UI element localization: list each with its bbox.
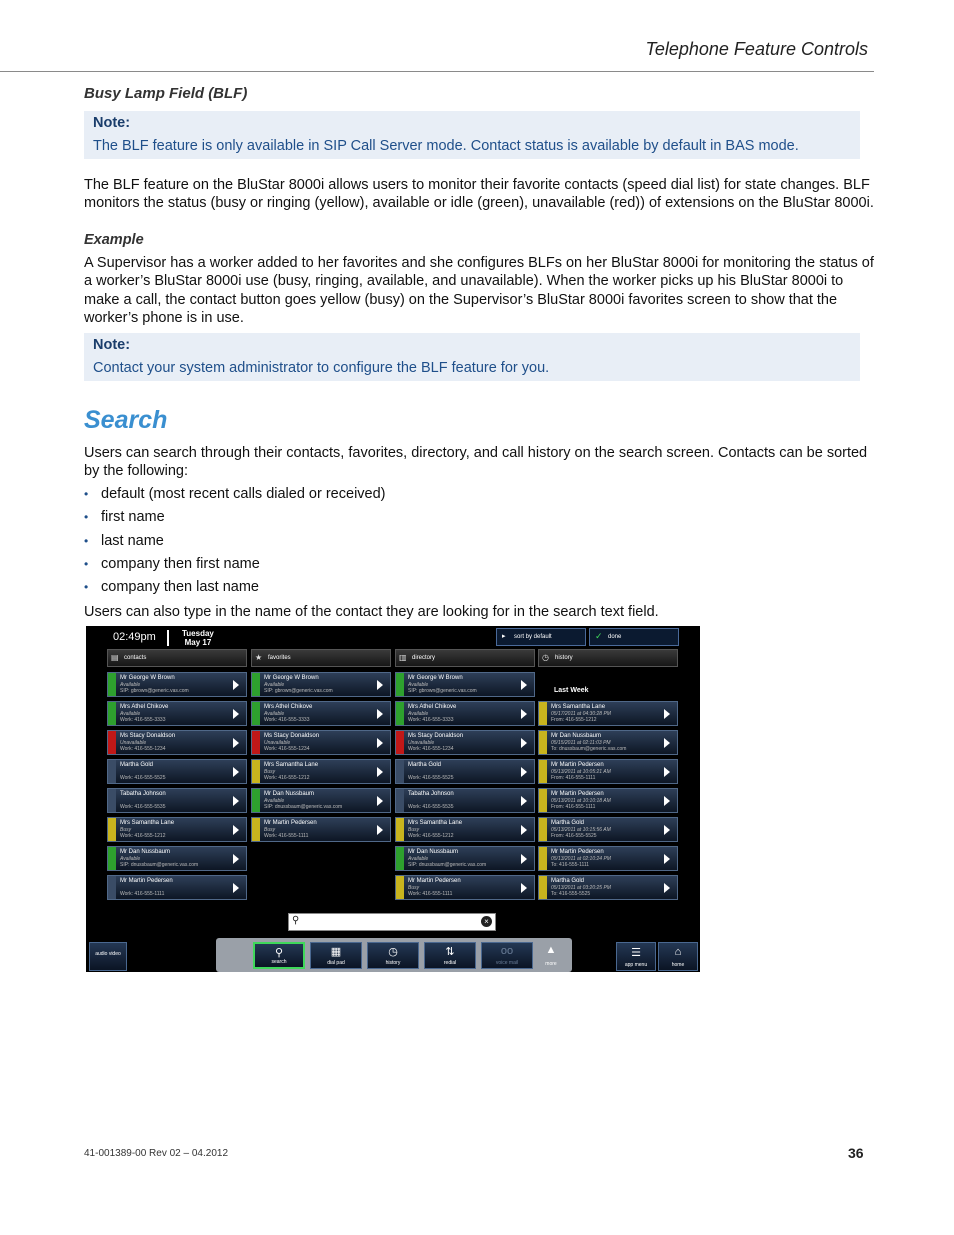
contact-status: 05/13/2011 at 10:10:18 AM xyxy=(551,798,611,804)
play-icon: ▸ xyxy=(502,633,506,640)
status-strip xyxy=(539,818,547,841)
search-intro: Users can search through their contacts, favorites, directory, and call history on the search screen. Contacts can be sorted by the following: xyxy=(84,445,868,480)
contact-card[interactable] xyxy=(107,730,247,755)
contact-detail: Work: 416-555-1234 xyxy=(120,746,166,752)
bullet-item: • first name xyxy=(84,509,165,525)
tab-history[interactable]: ◷ history xyxy=(538,649,678,667)
contact-name: Ms Stacy Donaldson xyxy=(408,733,464,739)
contact-detail: SIP: dnussbaum@generic.vas.com xyxy=(408,862,487,868)
status-strip xyxy=(252,673,260,696)
contact-card[interactable] xyxy=(251,817,391,842)
status-strip xyxy=(396,876,404,899)
search-icon: ⚲ xyxy=(292,915,300,926)
contact-detail: From: 416-555-5525 xyxy=(551,833,597,839)
status-strip xyxy=(396,702,404,725)
contact-name: Mrs Samantha Lane xyxy=(120,820,175,826)
contact-detail: SIP: dnussbaum@generic.vas.com xyxy=(264,804,343,810)
triangle-up-icon: ▲ xyxy=(545,944,557,956)
chevron-right-icon xyxy=(521,883,527,893)
status-strip xyxy=(252,731,260,754)
bullet-item: • company then last name xyxy=(84,579,259,595)
status-strip xyxy=(539,731,547,754)
note-text: The BLF feature is only available in SIP Call Server mode. Contact status is available by default in BAS mode. xyxy=(93,138,799,154)
page-header xyxy=(0,0,874,72)
contact-card[interactable] xyxy=(538,846,678,871)
sort-label: sort by default xyxy=(514,634,552,640)
divider xyxy=(167,630,169,646)
contact-card[interactable] xyxy=(107,759,247,784)
chevron-right-icon xyxy=(521,709,527,719)
note-box-1 xyxy=(84,111,860,159)
contact-card[interactable] xyxy=(395,788,535,813)
contact-status: Busy xyxy=(264,769,276,775)
contact-name: Mrs Samantha Lane xyxy=(551,704,606,710)
clear-icon[interactable]: × xyxy=(481,916,492,927)
chevron-right-icon xyxy=(377,796,383,806)
status-strip xyxy=(539,702,547,725)
contact-detail: To: dnussbaum@generic.vas.com xyxy=(551,746,627,752)
contact-card[interactable] xyxy=(538,759,678,784)
chevron-right-icon xyxy=(664,738,670,748)
contact-card[interactable] xyxy=(107,817,247,842)
contact-card[interactable] xyxy=(538,788,678,813)
status-strip xyxy=(396,673,404,696)
header-title: Telephone Feature Controls xyxy=(645,39,868,59)
contact-card[interactable] xyxy=(538,875,678,900)
contact-name: Mr Dan Nussbaum xyxy=(551,733,602,739)
status-strip xyxy=(396,760,404,783)
contact-detail: Work: 416-555-3333 xyxy=(120,717,166,723)
sort-button[interactable] xyxy=(496,628,586,646)
contact-detail: Work: 416-555-5525 xyxy=(408,775,454,781)
dock-more-button[interactable]: ▲ more xyxy=(534,942,568,969)
chevron-right-icon xyxy=(233,709,239,719)
contact-status: Available xyxy=(264,711,285,717)
contact-name: Martha Gold xyxy=(120,762,154,768)
chevron-right-icon xyxy=(377,738,383,748)
contact-detail: Work: 416-555-1111 xyxy=(264,833,309,839)
chevron-right-icon xyxy=(233,854,239,864)
contact-name: Martha Gold xyxy=(408,762,442,768)
last-week-label: Last Week xyxy=(554,687,589,694)
contact-status: Available xyxy=(408,856,429,862)
footer-doc-id: 41-001389-00 Rev 02 – 04.2012 xyxy=(84,1148,229,1159)
status-strip xyxy=(396,789,404,812)
status-strip xyxy=(108,673,116,696)
contact-status: Available xyxy=(120,856,141,862)
contact-status: Available xyxy=(264,682,285,688)
page-number: 36 xyxy=(848,1145,864,1161)
note-box-2 xyxy=(84,333,860,381)
contact-detail: SIP: gbrown@generic.vas.com xyxy=(264,688,333,694)
app-menu-button[interactable]: ☰ app menu xyxy=(616,942,656,971)
contact-status: Unavailable xyxy=(120,740,147,746)
status-strip xyxy=(539,876,547,899)
contact-status: Unavailable xyxy=(264,740,291,746)
clock-day: Tuesday xyxy=(182,629,214,638)
contact-card[interactable] xyxy=(538,701,678,726)
contact-status: Available xyxy=(120,711,141,717)
chevron-right-icon xyxy=(521,854,527,864)
contact-card[interactable] xyxy=(251,788,391,813)
contact-card[interactable] xyxy=(251,701,391,726)
contact-detail: Work: 416-555-5535 xyxy=(120,804,166,810)
status-strip xyxy=(539,760,547,783)
contact-detail: Work: 416-555-5535 xyxy=(408,804,454,810)
bullet-item: • default (most recent calls dialed or received) xyxy=(84,486,386,502)
contact-detail: Work: 416-555-1212 xyxy=(408,833,454,839)
example-text: A Supervisor has a worker added to her favorites and she configures BLFs on her BluStar 8000i for monitoring the status of a worker’s BluStar 8000i use (busy, ringing, available, and unavailable). When the worker picks up his BluStar 8000i to make a call, the contact button goes yellow (busy) on the Supervisor’s BluStar 8000i favorites screen to show that the worker’s phone is in use. xyxy=(84,255,874,326)
contact-name: Ms Stacy Donaldson xyxy=(264,733,320,739)
chevron-right-icon xyxy=(233,796,239,806)
status-strip xyxy=(252,760,260,783)
contact-name: Tabatha Johnson xyxy=(120,791,166,797)
contact-name: Mrs Samantha Lane xyxy=(264,762,319,768)
menu-list-icon: ☰ xyxy=(631,947,641,959)
contact-card[interactable] xyxy=(107,788,247,813)
contact-name: Mr George W Brown xyxy=(264,675,319,681)
tab-directory[interactable]: ▥ directory xyxy=(395,649,535,667)
chevron-right-icon xyxy=(377,825,383,835)
dock-search-button[interactable]: ⚲ search xyxy=(253,942,305,969)
contact-status: Available xyxy=(120,682,141,688)
status-strip xyxy=(108,789,116,812)
search-heading: Search xyxy=(84,406,168,434)
contact-status: 05/13/2011 at 03:20:25 PM xyxy=(551,885,611,891)
contact-card[interactable] xyxy=(107,672,247,697)
contact-status: Busy xyxy=(408,827,420,833)
contact-detail: SIP: gbrown@generic.vas.com xyxy=(408,688,477,694)
chevron-right-icon xyxy=(233,883,239,893)
chevron-right-icon xyxy=(377,709,383,719)
dock-dialpad-button[interactable]: ▦ dial pad xyxy=(310,942,362,969)
contact-status: 05/13/2011 at 10:15:56 AM xyxy=(551,827,611,833)
status-strip xyxy=(539,789,547,812)
contact-card[interactable] xyxy=(395,875,535,900)
check-icon: ✓ xyxy=(595,631,603,641)
contact-name: Mr Martin Pedersen xyxy=(408,878,461,884)
dock-history-button[interactable]: ◷ history xyxy=(367,942,419,969)
contact-card[interactable] xyxy=(538,817,678,842)
chevron-right-icon xyxy=(233,767,239,777)
chevron-right-icon xyxy=(377,680,383,690)
contact-name: Ms Stacy Donaldson xyxy=(120,733,176,739)
chevron-right-icon xyxy=(521,767,527,777)
search-input[interactable] xyxy=(288,913,496,931)
contact-card[interactable] xyxy=(395,846,535,871)
contact-detail: Work: 416-555-3333 xyxy=(408,717,454,723)
contact-detail: Work: 416-555-1212 xyxy=(120,833,166,839)
contact-card[interactable] xyxy=(395,730,535,755)
status-strip xyxy=(108,847,116,870)
contact-detail: Work: 416-555-1212 xyxy=(264,775,310,781)
chevron-right-icon xyxy=(664,709,670,719)
contact-name: Mrs Athel Chikove xyxy=(264,704,313,710)
directory-icon: ▥ xyxy=(399,653,407,662)
contact-name: Martha Gold xyxy=(551,878,585,884)
contact-name: Martha Gold xyxy=(551,820,585,826)
chevron-right-icon xyxy=(521,738,527,748)
contact-name: Mrs Athel Chikove xyxy=(120,704,169,710)
contact-detail: Work: 416-555-1234 xyxy=(264,746,310,752)
done-button[interactable] xyxy=(589,628,679,646)
status-strip xyxy=(539,847,547,870)
contact-name: Mr George W Brown xyxy=(120,675,175,681)
note-text: Contact your system administrator to configure the BLF feature for you. xyxy=(93,360,550,376)
contact-card[interactable] xyxy=(251,759,391,784)
phone-search-screen xyxy=(86,626,700,972)
contact-status: Unavailable xyxy=(408,740,435,746)
status-strip xyxy=(396,847,404,870)
contact-status: 05/13/2011 at 10:05:21 AM xyxy=(551,769,611,775)
example-label: Example xyxy=(84,232,144,248)
contact-status: Available xyxy=(264,798,285,804)
contact-card[interactable] xyxy=(251,730,391,755)
status-strip xyxy=(252,818,260,841)
chevron-right-icon xyxy=(664,854,670,864)
chevron-right-icon xyxy=(664,883,670,893)
contact-name: Mr Martin Pedersen xyxy=(551,849,604,855)
note-label: Note: xyxy=(93,337,131,353)
contact-name: Mr Martin Pedersen xyxy=(264,820,317,826)
blf-intro: The BLF feature on the BluStar 8000i allows users to monitor their favorite contacts (speed dial list) for state changes. BLF monitors the status (busy or ringing (yellow), available or idle (green), unavailable (red)) of extensions on the BluStar 8000i. xyxy=(84,177,874,212)
keypad-icon: ▦ xyxy=(330,946,342,958)
contact-status: Busy xyxy=(408,885,420,891)
chevron-right-icon xyxy=(521,680,527,690)
clock-time: 02:49pm xyxy=(113,631,156,643)
contact-name: Tabatha Johnson xyxy=(408,791,454,797)
contact-status: Busy xyxy=(120,827,132,833)
status-strip xyxy=(108,760,116,783)
status-strip xyxy=(396,818,404,841)
contact-name: Mr Dan Nussbaum xyxy=(264,791,315,797)
contact-detail: SIP: gbrown@generic.vas.com xyxy=(120,688,189,694)
clock-icon: ◷ xyxy=(388,946,398,958)
contacts-icon: ▤ xyxy=(111,653,119,662)
dock-redial-button[interactable]: ⇅ redial xyxy=(424,942,476,969)
contact-status: Available xyxy=(408,711,429,717)
contact-card[interactable] xyxy=(538,730,678,755)
contact-name: Mr Dan Nussbaum xyxy=(408,849,459,855)
contact-detail: Work: 416-555-5525 xyxy=(120,775,166,781)
contact-detail: To: 416-555-1111 xyxy=(551,862,590,868)
contact-status: Available xyxy=(408,682,429,688)
contact-name: Mr Martin Pedersen xyxy=(551,791,604,797)
chevron-right-icon xyxy=(521,825,527,835)
contact-name: Mr Dan Nussbaum xyxy=(120,849,171,855)
clock-daydate: May 17 xyxy=(184,638,212,647)
chevron-right-icon xyxy=(233,680,239,690)
contact-name: Mr George W Brown xyxy=(408,675,463,681)
note-label: Note: xyxy=(93,115,131,131)
blf-heading: Busy Lamp Field (BLF) xyxy=(84,85,248,102)
contact-card[interactable] xyxy=(251,672,391,697)
done-label: done xyxy=(608,634,622,640)
status-strip xyxy=(108,731,116,754)
status-strip xyxy=(108,702,116,725)
tab-contacts[interactable]: ▤ contacts xyxy=(107,649,247,667)
contact-detail: From: 416-555-1212 xyxy=(551,717,597,723)
contact-status: Busy xyxy=(264,827,276,833)
contact-card[interactable] xyxy=(107,875,247,900)
contact-status: 05/15/2011 at 02:11:03 PM xyxy=(551,740,611,746)
contact-detail: Work: 416-555-1111 xyxy=(408,891,453,897)
clock-date xyxy=(182,629,214,647)
search-outro: Users can also type in the name of the contact they are looking for in the search text field. xyxy=(84,604,659,620)
star-icon: ★ xyxy=(255,653,263,662)
contact-detail: Work: 416-555-1111 xyxy=(120,891,165,897)
chevron-right-icon xyxy=(664,825,670,835)
chevron-right-icon xyxy=(664,767,670,777)
contact-detail: Work: 416-555-3333 xyxy=(264,717,310,723)
contact-status: 05/17/2011 at 04:30:28 PM xyxy=(551,711,611,717)
redial-icon: ⇅ xyxy=(445,946,455,958)
contact-detail: SIP: dnussbaum@generic.vas.com xyxy=(120,862,199,868)
contact-detail: From: 416-555-1111 xyxy=(551,804,596,810)
status-strip xyxy=(252,789,260,812)
contact-card[interactable] xyxy=(107,701,247,726)
contact-name: Mrs Samantha Lane xyxy=(408,820,463,826)
contact-card[interactable] xyxy=(395,759,535,784)
dock-voicemail-button[interactable]: oo voice mail xyxy=(481,942,533,969)
contact-card[interactable] xyxy=(395,817,535,842)
contact-name: Mr Martin Pedersen xyxy=(551,762,604,768)
contact-card[interactable] xyxy=(395,672,535,697)
audio-video-button[interactable]: audio video xyxy=(89,942,127,971)
contact-card[interactable] xyxy=(395,701,535,726)
status-strip xyxy=(108,818,116,841)
chevron-right-icon xyxy=(521,796,527,806)
contact-detail: To: 416-555-5525 xyxy=(551,891,591,897)
tab-favorites[interactable]: ★ favorites xyxy=(251,649,391,667)
status-strip xyxy=(252,702,260,725)
chevron-right-icon xyxy=(664,796,670,806)
home-button[interactable]: ⌂ home xyxy=(658,942,698,971)
bullet-item: • company then first name xyxy=(84,556,260,572)
bullet-item: • last name xyxy=(84,533,164,549)
contact-name: Mrs Athel Chikove xyxy=(408,704,457,710)
status-strip xyxy=(396,731,404,754)
chevron-right-icon xyxy=(233,825,239,835)
contact-status: 05/13/2011 at 02:10:24 PM xyxy=(551,856,611,862)
chevron-right-icon xyxy=(233,738,239,748)
contact-name: Mr Martin Pedersen xyxy=(120,878,173,884)
status-strip xyxy=(108,876,116,899)
contact-detail: Work: 416-555-1234 xyxy=(408,746,454,752)
contact-card[interactable] xyxy=(107,846,247,871)
home-icon: ⌂ xyxy=(674,946,682,958)
contact-detail: From: 416-555-1111 xyxy=(551,775,596,781)
magnifier-icon: ⚲ xyxy=(274,947,284,959)
clock-icon: ◷ xyxy=(542,653,549,662)
chevron-right-icon xyxy=(377,767,383,777)
voicemail-icon: oo xyxy=(500,945,514,957)
